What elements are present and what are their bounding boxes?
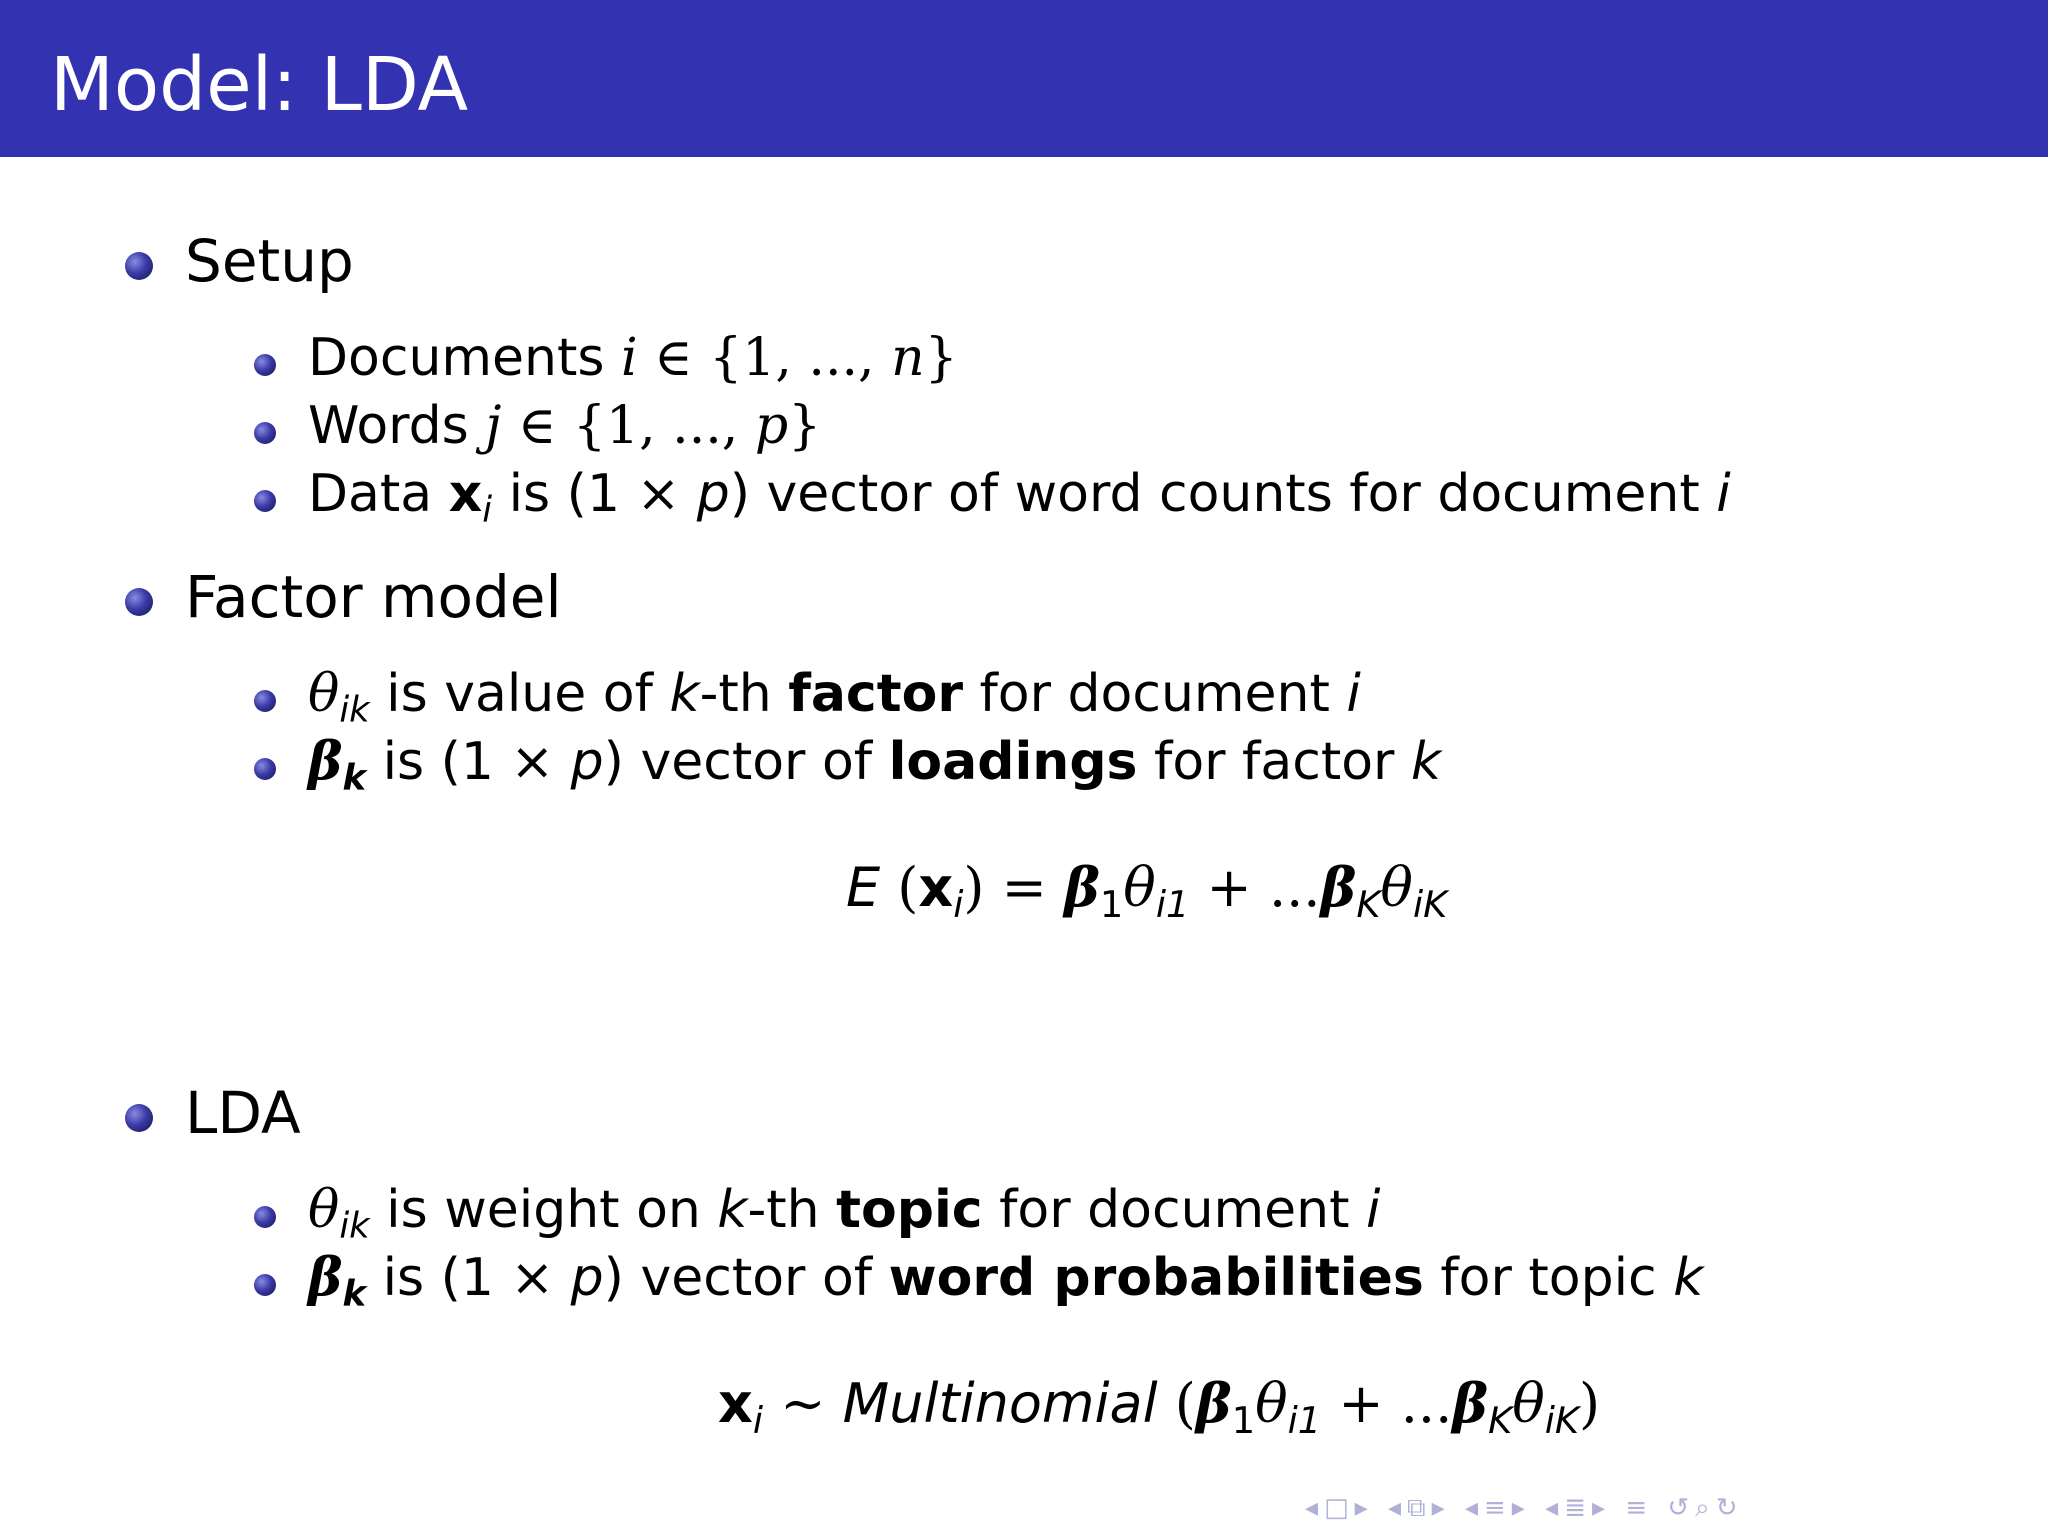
slides-icon[interactable]: ⧉	[1407, 1493, 1432, 1523]
bullet-icon	[254, 1206, 276, 1228]
next-slide-icon[interactable]: ▸	[1431, 1493, 1451, 1523]
next-frame-icon[interactable]: ▸	[1354, 1493, 1374, 1523]
slide-title: Model: LDA	[50, 42, 469, 128]
section-label: Factor model	[185, 563, 562, 631]
search-icon[interactable]: ⌕	[1695, 1493, 1716, 1523]
item-text: $\beta_k$ is (1 × p) vector of loadings for factor k	[308, 731, 1442, 799]
bullet-icon	[125, 588, 153, 616]
section-label: LDA	[185, 1079, 301, 1147]
bullet-icon	[254, 354, 276, 376]
item-text: Data $x_i$ is (1 × p) vector of word counts for document i	[308, 464, 1731, 531]
section-icon[interactable]: ≣	[1564, 1493, 1592, 1523]
outline-icon[interactable]: ≡	[1625, 1493, 1654, 1523]
item-text: $\theta_{ik}$ is value of k-th factor for document i	[308, 664, 1361, 731]
prev-frame-icon[interactable]: ◂	[1305, 1493, 1325, 1523]
bullet-icon	[254, 758, 276, 780]
item-text: Words j ∈ {1, ..., p}	[308, 396, 822, 456]
bullet-icon	[254, 1274, 276, 1296]
back-icon[interactable]: ↺	[1667, 1493, 1696, 1523]
item-text: Documents i ∈ {1, ..., n}	[308, 328, 958, 388]
section-label: Setup	[185, 227, 354, 295]
item-text: $\beta_k$ is (1 × p) vector of word probabilities for topic k	[308, 1247, 1704, 1315]
bullet-icon	[125, 252, 153, 280]
frame-icon[interactable]: □	[1324, 1493, 1355, 1523]
prev-subsection-icon[interactable]: ◂	[1464, 1493, 1484, 1523]
bullet-icon	[254, 690, 276, 712]
bullet-icon	[254, 422, 276, 444]
prev-section-icon[interactable]: ◂	[1545, 1493, 1565, 1523]
item-text: $\theta_{ik}$ is weight on k-th topic for document i	[308, 1180, 1381, 1247]
bullet-icon	[254, 490, 276, 512]
bullet-icon	[125, 1104, 153, 1132]
forward-icon[interactable]: ↻	[1715, 1493, 1744, 1523]
beamer-navigation-bar	[1305, 1493, 1744, 1524]
next-subsection-icon[interactable]: ▸	[1511, 1493, 1531, 1523]
subsection-icon[interactable]: ≡	[1484, 1493, 1512, 1523]
lda-equation: $x_i$ ∼ Multinomial $(\beta_1\theta_{i1} + ...\beta_K\theta_{iK})$	[718, 1371, 1601, 1443]
prev-slide-icon[interactable]: ◂	[1387, 1493, 1408, 1523]
factor-model-equation: E $(x_i) = \beta_1\theta_{i1} + ...\beta_K\theta_{iK}$	[846, 855, 1448, 927]
next-section-icon[interactable]: ▸	[1591, 1493, 1612, 1523]
title-bar	[0, 0, 2048, 157]
